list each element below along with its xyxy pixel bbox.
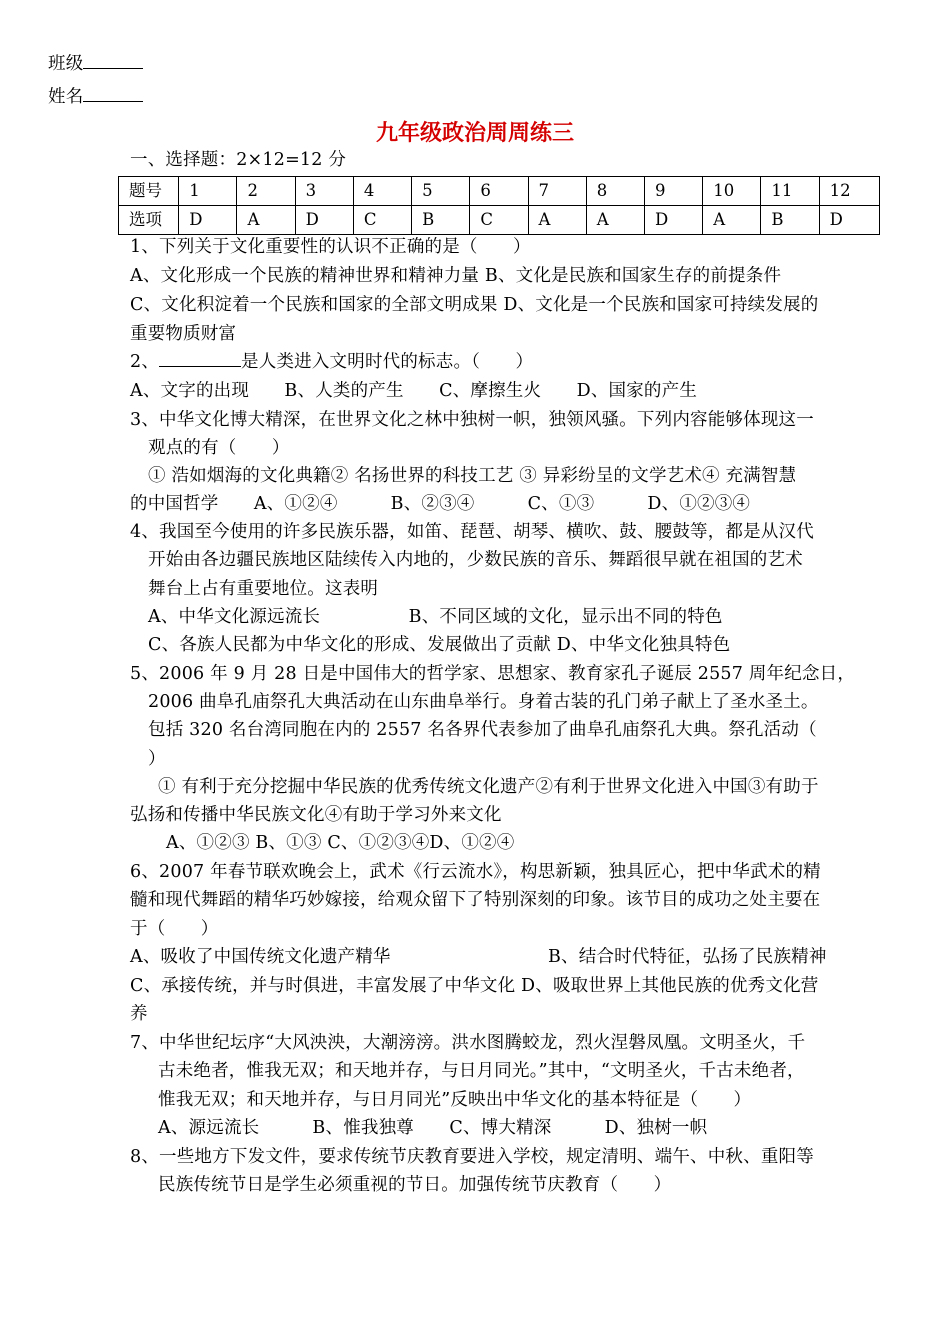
- q7-line: 惟我无双；和天地并存，与日月同光”反映出中华文化的基本特征是（ ）: [158, 1090, 752, 1110]
- q3-line: 观点的有（ ）: [148, 438, 290, 458]
- q1-stem: 1、下列关于文化重要性的认识不正确的是（ ）: [130, 237, 531, 257]
- name-blank: [83, 85, 143, 102]
- q7-line: 7、中华世纪坛序“大风泱泱，大潮滂滂。洪水图腾蛟龙，烈火涅磐凤凰。文明圣火，千: [130, 1033, 806, 1053]
- table-cell: 9: [644, 177, 702, 206]
- table-cell: 11: [761, 177, 819, 206]
- table-cell: B: [412, 206, 470, 235]
- q2-number: 2、: [130, 352, 160, 372]
- table-cell: C: [353, 206, 411, 235]
- class-label-line: [48, 52, 143, 76]
- q2-stem-text: 是人类进入文明时代的标志。（ ）: [241, 352, 534, 372]
- answer-table: [118, 176, 880, 235]
- table-cell: 1: [179, 177, 237, 206]
- class-label: 班级: [48, 54, 84, 74]
- q1-line: 重要物质财富: [130, 324, 237, 344]
- q6-option-a: A、吸收了中国传统文化遗产精华: [130, 947, 391, 967]
- row-label-number: 题号: [119, 177, 179, 206]
- question-number-row: [119, 177, 880, 206]
- q2-blank: [159, 350, 241, 367]
- table-cell: 2: [237, 177, 295, 206]
- table-cell: 5: [412, 177, 470, 206]
- q3-line: 3、中华文化博大精深，在世界文化之林中独树一帜，独领风骚。下列内容能够体现这一: [130, 410, 814, 430]
- q4-line: C、各族人民都为中华文化的形成、发展做出了贡献 D、中华文化独具特色: [148, 635, 731, 655]
- q4-line: 开始由各边疆民族地区陆续传入内地的，少数民族的音乐、舞蹈很早就在祖国的艺术: [148, 550, 803, 570]
- table-cell: 12: [819, 177, 879, 206]
- table-cell: D: [179, 206, 237, 235]
- table-cell: C: [470, 206, 528, 235]
- answer-row: [119, 206, 880, 235]
- table-cell: A: [237, 206, 295, 235]
- q6-line: 6、2007 年春节联欢晚会上，武术《行云流水》，构思新颖，独具匠心，把中华武术的精: [130, 862, 821, 882]
- q5-line: 2006 曲阜孔庙祭孔大典活动在山东曲阜举行。身着古装的孔门弟子献上了圣水圣土。: [148, 692, 819, 712]
- row-label-answer: 选项: [119, 206, 179, 235]
- table-cell: A: [528, 206, 586, 235]
- class-blank: [83, 52, 143, 69]
- q4-line: 4、我国至今使用的许多民族乐器，如笛、琵琶、胡琴、横吹、鼓、腰鼓等，都是从汉代: [130, 522, 814, 542]
- table-cell: 8: [586, 177, 644, 206]
- q6-line: 养: [130, 1004, 148, 1024]
- q5-line: 弘扬和传播中华民族文化④有助于学习外来文化: [130, 805, 502, 825]
- q5-line: ① 有利于充分挖掘中华民族的优秀传统文化遗产②有利于世界文化进入中国③有助于: [158, 777, 819, 797]
- table-cell: A: [586, 206, 644, 235]
- q4-line: A、中华文化源远流长 B、不同区域的文化，显示出不同的特色: [148, 607, 723, 627]
- q8-line: 民族传统节日是学生必须重视的节日。加强传统节庆教育（ ）: [158, 1175, 672, 1195]
- q1-line: C、文化积淀着一个民族和国家的全部文明成果 D、文化是一个民族和国家可持续发展的: [130, 295, 819, 315]
- q6-line: C、承接传统，并与时俱进，丰富发展了中华文化 D、吸取世界上其他民族的优秀文化营: [130, 976, 819, 996]
- name-label-line: [48, 85, 143, 109]
- q2-stem: [130, 350, 533, 374]
- q3-line: 的中国哲学 A、①②④ B、②③④ C、①③ D、①②③④: [130, 494, 751, 514]
- q6-line: 髓和现代舞蹈的精华巧妙嫁接，给观众留下了特别深刻的印象。该节目的成功之处主要在: [130, 890, 821, 910]
- table-cell: 6: [470, 177, 528, 206]
- table-cell: 10: [703, 177, 761, 206]
- q5-line: 包括 320 名台湾同胞在内的 2557 名各界代表参加了曲阜孔庙祭孔大典。祭孔活动（: [148, 720, 817, 740]
- q6-line: 于（ ）: [130, 919, 219, 939]
- q1-line: A、文化形成一个民族的精神世界和精神力量 B、文化是民族和国家生存的前提条件: [130, 266, 782, 286]
- table-cell: B: [761, 206, 819, 235]
- table-cell: D: [819, 206, 879, 235]
- name-label: 姓名: [48, 87, 84, 107]
- q6-option-b: B、结合时代特征，弘扬了民族精神: [548, 947, 827, 967]
- q2-options: A、文字的出现 B、人类的产生 C、摩擦生火 D、国家的产生: [130, 381, 698, 401]
- q8-line: 8、一些地方下发文件，要求传统节庆教育要进入学校，规定清明、端午、中秋、重阳等: [130, 1147, 814, 1167]
- table-cell: A: [703, 206, 761, 235]
- q7-line: 古未绝者，惟我无双；和天地并存，与日月同光。”其中，“文明圣火，千古未绝者，: [158, 1061, 805, 1081]
- q3-line: ① 浩如烟海的文化典籍② 名扬世界的科技工艺 ③ 异彩纷呈的文学艺术④ 充满智慧: [148, 466, 797, 486]
- q5-line: A、①②③ B、①③ C、①②③④D、①②④: [166, 833, 515, 853]
- section-heading: 一、选择题：2×12=12 分: [130, 150, 347, 170]
- table-cell: D: [644, 206, 702, 235]
- q5-line: 5、2006 年 9 月 28 日是中国伟大的哲学家、思想家、教育家孔子诞辰 2557 周年纪念日，: [130, 664, 856, 684]
- table-cell: 7: [528, 177, 586, 206]
- table-cell: 4: [353, 177, 411, 206]
- table-cell: D: [295, 206, 353, 235]
- q4-line: 舞台上占有重要地位。这表明: [148, 579, 379, 599]
- q5-line: ）: [148, 749, 166, 769]
- page-title: 九年级政治周周练三: [375, 120, 574, 146]
- table-cell: 3: [295, 177, 353, 206]
- q7-line: A、源远流长 B、惟我独尊 C、博大精深 D、独树一帜: [158, 1118, 708, 1138]
